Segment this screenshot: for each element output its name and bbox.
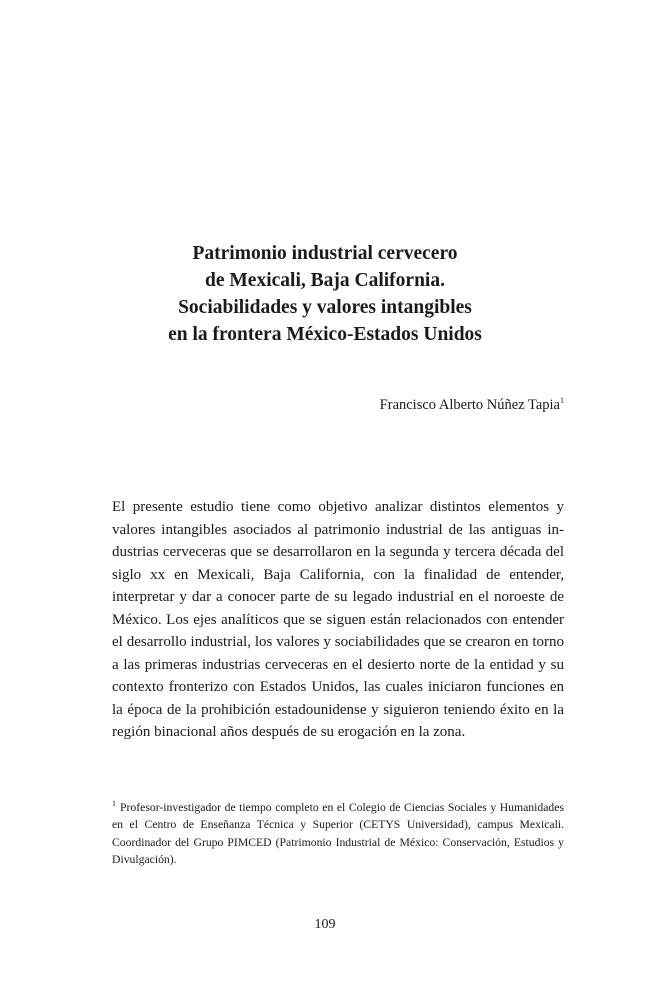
- footnote-text: Profesor-investigador de tiempo completo en el Colegio de Ciencias Sociales y Humanidades en el Centro de Enseñanza Técnica y Superior (CETYS Universidad), campus Mexicali. Coordinador del Grupo PIMCED (Patrimonio Industrial de México: Conservación, Estudios y Divulgación).: [112, 800, 564, 867]
- footnote: [112, 795, 564, 869]
- chapter-title: [80, 240, 570, 348]
- chapter-title-line: Sociabilidades y valores intangibles: [178, 297, 472, 318]
- chapter-title-line: Patrimonio industrial cervecero: [192, 243, 458, 264]
- abstract-paragraph: El presente estudio tiene como objetivo analizar distintos elementos y valores intangibles asociados al patrimonio industrial de las antiguas industrias cerveceras que se desarrollaron en la segunda y tercera década del siglo xx en Mexicali, Baja California, con la finalidad de entender, interpretar y dar a conocer parte de su legado industrial en el noroeste de México. Los ejes analíticos que se siguen están relacionados con entender el desarrollo industrial, los valores y sociabilidades que se crearon en torno a las primeras industrias cerveceras en el desierto norte de la entidad y su contexto fronterizo con Estados Unidos, las cuales iniciaron funciones en la época de la prohibición estadounidense y siguieron teniendo éxito en la región binacional años después de su erogación en la zona.: [112, 499, 564, 740]
- footnote-marker: 1: [112, 799, 116, 808]
- author-line: [380, 396, 564, 414]
- author-name: Francisco Alberto Núñez Tapia: [379, 396, 560, 413]
- chapter-title-line: de Mexicali, Baja California.: [205, 270, 445, 291]
- chapter-title-line: en la frontera México-Estados Unidos: [168, 324, 482, 345]
- author-footnote-marker: 1: [560, 396, 564, 405]
- page-number: 109: [314, 917, 336, 932]
